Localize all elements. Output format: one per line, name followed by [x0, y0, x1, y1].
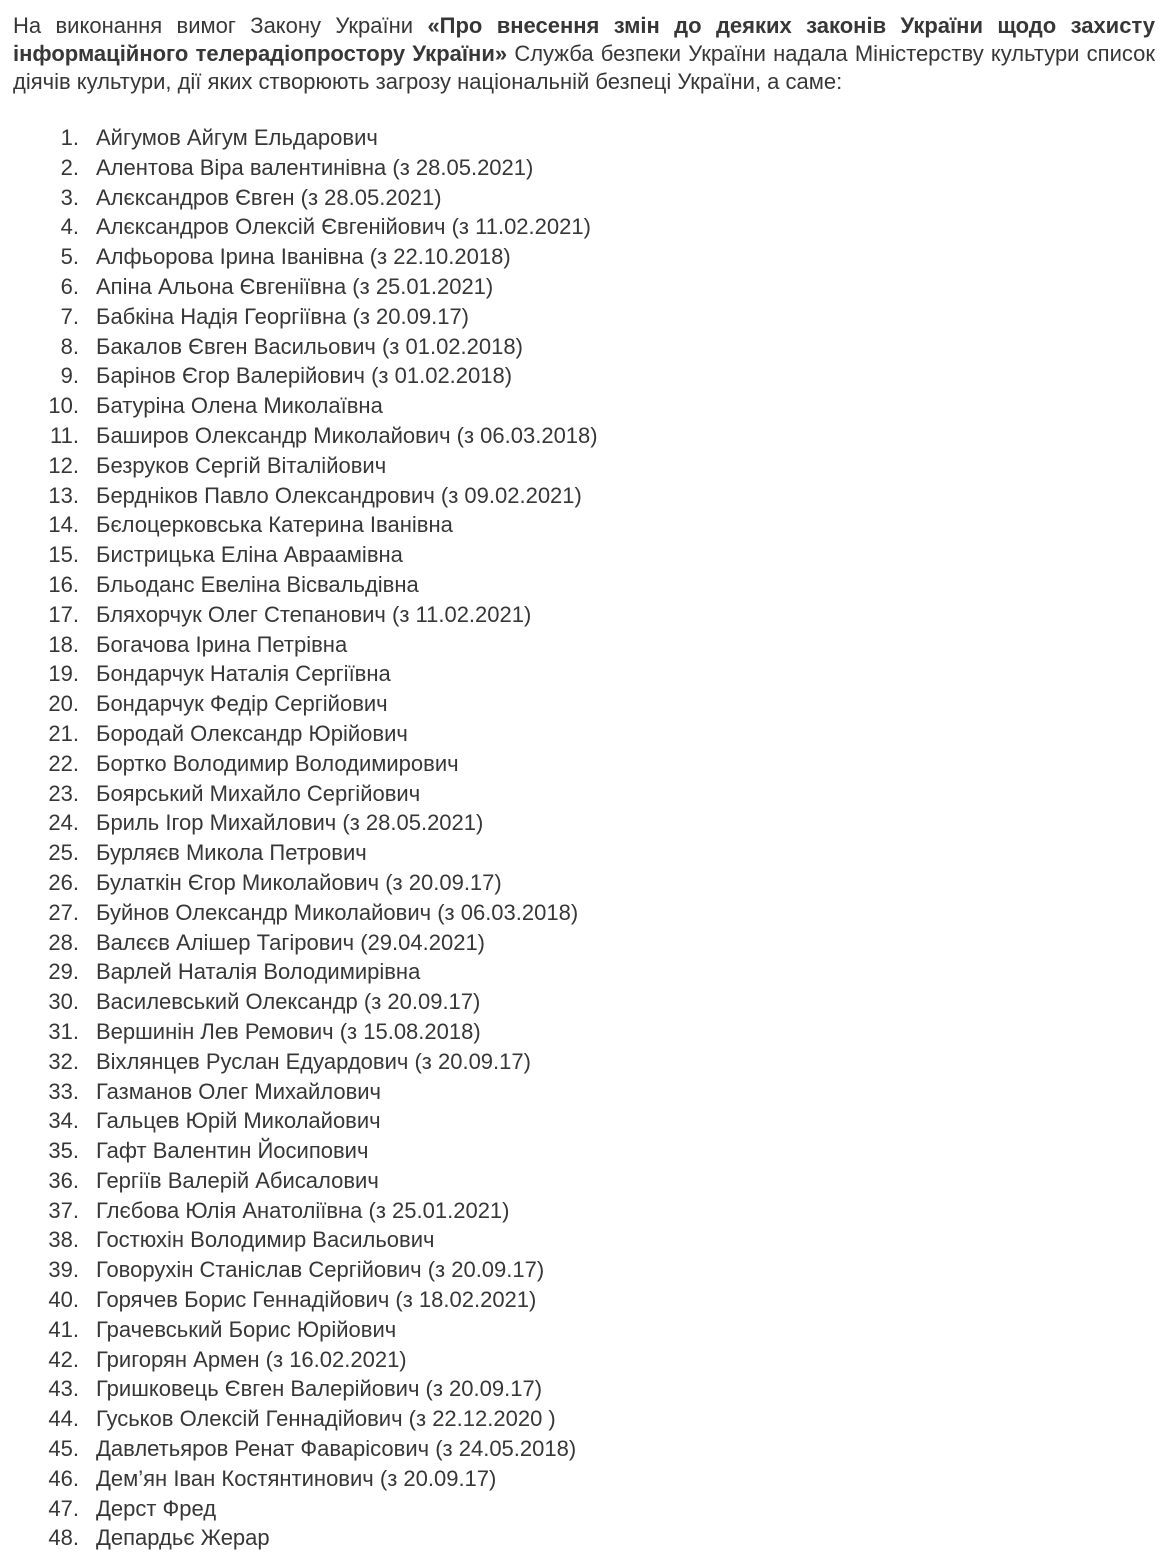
list-item-name: Бородай Олександр Юрійович [96, 720, 408, 746]
list-item-number: 1. [60, 125, 79, 150]
list-item-name: Гостюхін Володимир Васильович [96, 1227, 435, 1253]
list-item-name: Бабкіна Надія Георгіївна (з 20.09.17) [96, 303, 470, 329]
list-item [13, 212, 1155, 242]
intro-text-before-bold: На виконання вимог Закону України [13, 13, 428, 38]
list-item-name: Апіна Альона Євгеніївна (з 25.01.2021) [96, 273, 494, 299]
list-item [13, 1136, 1155, 1166]
list-item-number: 19. [48, 661, 79, 687]
list-item [13, 1285, 1155, 1315]
list-item [13, 272, 1155, 302]
list-item-name: Алентова Віра валентинівна (з 28.05.2021) [96, 154, 534, 180]
list-item-number: 5. [60, 244, 79, 270]
list-item-number: 11. [50, 422, 79, 448]
list-item-name: Бляхорчук Олег Степанович (з 11.02.2021) [96, 601, 532, 627]
list-item [13, 630, 1155, 660]
list-item-number: 29. [48, 959, 79, 985]
list-item-name: Айгумов Айгум Ельдарович [96, 125, 378, 150]
list-item [13, 123, 1155, 153]
list-item [13, 1106, 1155, 1136]
list-item-number: 9. [60, 363, 79, 389]
list-item-number: 24. [48, 810, 79, 836]
list-item-number: 39. [48, 1257, 79, 1283]
list-item [13, 1017, 1155, 1047]
list-item [13, 1523, 1155, 1553]
list-item-number: 30. [48, 989, 79, 1015]
list-item-number: 37. [48, 1197, 79, 1223]
list-item-name: Газманов Олег Михайлович [96, 1078, 382, 1104]
list-item-name: Бондарчук Федір Сергійович [96, 691, 388, 717]
list-item-name: Віхлянцев Руслан Едуардович (з 20.09.17) [96, 1048, 531, 1074]
list-item [13, 1464, 1155, 1494]
list-item-number: 42. [48, 1346, 79, 1372]
list-item-name: Гуськов Олексій Геннадійович (з 22.12.2020 ) [96, 1406, 556, 1432]
list-item [13, 659, 1155, 689]
list-item-name: Бєлоцерковська Катерина Іванівна [96, 512, 453, 538]
list-item-name: Вершинін Лев Ремович (з 15.08.2018) [96, 1018, 481, 1044]
list-item [13, 332, 1155, 362]
list-item [13, 1225, 1155, 1255]
list-item-number: 8. [60, 333, 79, 359]
list-item-name: Безруков Сергій Віталійович [96, 452, 387, 478]
list-item-name: Богачова Ірина Петрівна [96, 631, 348, 657]
list-item-number: 31. [48, 1018, 79, 1044]
list-item-number: 13. [48, 482, 79, 508]
list-item-number: 20. [48, 691, 79, 717]
list-item [13, 1255, 1155, 1285]
list-item [13, 898, 1155, 928]
list-item [13, 242, 1155, 272]
list-item-name: Баширов Олександр Миколайович (з 06.03.2018) [96, 422, 598, 448]
list-item-name: Бортко Володимир Володимирович [96, 750, 459, 776]
list-item-number: 18. [48, 631, 79, 657]
list-item-name: Гальцев Юрій Миколайович [96, 1108, 381, 1134]
list-item-name: Давлетьяров Ренат Фаварісович (з 24.05.2018) [96, 1436, 577, 1462]
list-item-number: 44. [48, 1406, 79, 1432]
list-item-name: Валєєв Алішер Тагірович (29.04.2021) [96, 929, 486, 955]
list-item-number: 35. [48, 1138, 79, 1164]
list-item-number: 38. [48, 1227, 79, 1253]
list-item-number: 40. [48, 1287, 79, 1313]
list-item-name: Гафт Валентин Йосипович [96, 1138, 369, 1164]
list-item-number: 22. [48, 750, 79, 776]
list-item [13, 1315, 1155, 1345]
list-item [13, 838, 1155, 868]
list-item [13, 1345, 1155, 1375]
list-item-number: 16. [48, 571, 79, 597]
list-item-number: 12. [48, 452, 79, 478]
list-item [13, 1196, 1155, 1226]
list-item-number: 25. [48, 840, 79, 866]
list-item-name: Алєксандров Євген (з 28.05.2021) [96, 184, 442, 210]
list-item [13, 1166, 1155, 1196]
list-item-number: 47. [48, 1495, 79, 1521]
list-item-name: Депардьє Жерар [96, 1525, 270, 1551]
list-item-name: Бакалов Євген Васильович (з 01.02.2018) [96, 333, 523, 359]
list-item-number: 45. [48, 1436, 79, 1462]
list-item-number: 14. [48, 512, 79, 538]
list-item-number: 43. [48, 1376, 79, 1402]
list-item-number: 46. [48, 1465, 79, 1491]
list-item-name: Григорян Армен (з 16.02.2021) [96, 1346, 407, 1372]
list-item [13, 510, 1155, 540]
list-item [13, 957, 1155, 987]
list-item [13, 540, 1155, 570]
list-item-number: 23. [48, 780, 79, 806]
list-item-number: 6. [60, 273, 79, 299]
list-item-number: 41. [48, 1316, 79, 1342]
list-item [13, 570, 1155, 600]
list-item [13, 361, 1155, 391]
list-item-name: Бистрицька Еліна Авраамівна [96, 542, 403, 568]
list-item-number: 21. [48, 720, 79, 746]
list-item [13, 1077, 1155, 1107]
list-item [13, 1047, 1155, 1077]
list-item-name: Василевський Олександр (з 20.09.17) [96, 989, 481, 1015]
list-item [13, 1494, 1155, 1524]
list-item-number: 27. [48, 899, 79, 925]
intro-text-after-bold: Служба безпеки України надала Міністерству культури список діячів культури, дії яких створюють загрозу національній безпеці України, а саме: [13, 41, 1155, 94]
list-item-name: Бондарчук Наталія Сергіївна [96, 661, 391, 687]
list-item-number: 26. [48, 869, 79, 895]
list-item [13, 302, 1155, 332]
list-item-number: 7. [60, 303, 79, 329]
list-item [13, 779, 1155, 809]
list-item [13, 600, 1155, 630]
list-item [13, 749, 1155, 779]
list-item-name: Говорухін Станіслав Сергійович (з 20.09.17) [96, 1257, 545, 1283]
list-item [13, 1374, 1155, 1404]
list-item-name: Бльоданс Евеліна Вісвальдівна [96, 571, 419, 597]
list-item [13, 928, 1155, 958]
list-item [13, 153, 1155, 183]
list-item [13, 481, 1155, 511]
list-item [13, 868, 1155, 898]
list-item-name: Гришковець Євген Валерійович (з 20.09.17) [96, 1376, 543, 1402]
list-item-name: Булаткін Єгор Миколайович (з 20.09.17) [96, 869, 502, 895]
list-item [13, 451, 1155, 481]
list-item-name: Грачевський Борис Юрійович [96, 1316, 397, 1342]
list-item-name: Варлей Наталія Володимирівна [96, 959, 421, 985]
list-item [13, 183, 1155, 213]
list-item-name: Алєксандров Олексій Євгенійович (з 11.02.2021) [96, 214, 591, 240]
intro-paragraph [13, 12, 1155, 96]
list-item-name: Боярський Михайло Сергійович [96, 780, 421, 806]
list-item-name: Глєбова Юлія Анатоліївна (з 25.01.2021) [96, 1197, 510, 1223]
list-item [13, 808, 1155, 838]
list-item-name: Барінов Єгор Валерійович (з 01.02.2018) [96, 363, 513, 389]
list-item-number: 3. [60, 184, 79, 210]
list-item-number: 15. [48, 542, 79, 568]
list-item [13, 1434, 1155, 1464]
list-item-number: 10. [48, 393, 79, 419]
list-item [13, 421, 1155, 451]
list-item [13, 391, 1155, 421]
list-item [13, 689, 1155, 719]
list-item-name: Алфьорова Ірина Іванівна (з 22.10.2018) [96, 244, 511, 270]
list-item-number: 48. [48, 1525, 79, 1551]
list-item-number: 17. [48, 601, 79, 627]
list-item-name: Бердніков Павло Олександрович (з 09.02.2021) [96, 482, 582, 508]
list-item-number: 33. [48, 1078, 79, 1104]
list-item-number: 36. [48, 1167, 79, 1193]
list-item [13, 987, 1155, 1017]
list-item-number: 28. [48, 929, 79, 955]
list-item-name: Бриль Ігор Михайлович (з 28.05.2021) [96, 810, 484, 836]
list-item-name: Дем’ян Іван Костянтинович (з 20.09.17) [96, 1465, 497, 1491]
cultural-figures-list [13, 123, 1155, 1553]
list-item-name: Буйнов Олександр Миколайович (з 06.03.2018) [96, 899, 579, 925]
list-item [13, 1404, 1155, 1434]
list-item-name: Горячев Борис Геннадійович (з 18.02.2021) [96, 1287, 537, 1313]
list-item-name: Гергіїв Валерій Абисалович [96, 1167, 379, 1193]
list-item-number: 32. [48, 1048, 79, 1074]
list-item-number: 2. [60, 154, 79, 180]
list-item-number: 34. [48, 1108, 79, 1134]
intro-law-title-bold: «Про внесення змін до деяких законів України щодо захисту інформаційного телерадіопростору України» [13, 13, 1155, 66]
list-item-number: 4. [60, 214, 79, 240]
list-item [13, 719, 1155, 749]
list-item-name: Батуріна Олена Миколаївна [96, 393, 383, 419]
list-item-name: Дерст Фред [96, 1495, 217, 1521]
list-item-name: Бурляєв Микола Петрович [96, 840, 367, 866]
